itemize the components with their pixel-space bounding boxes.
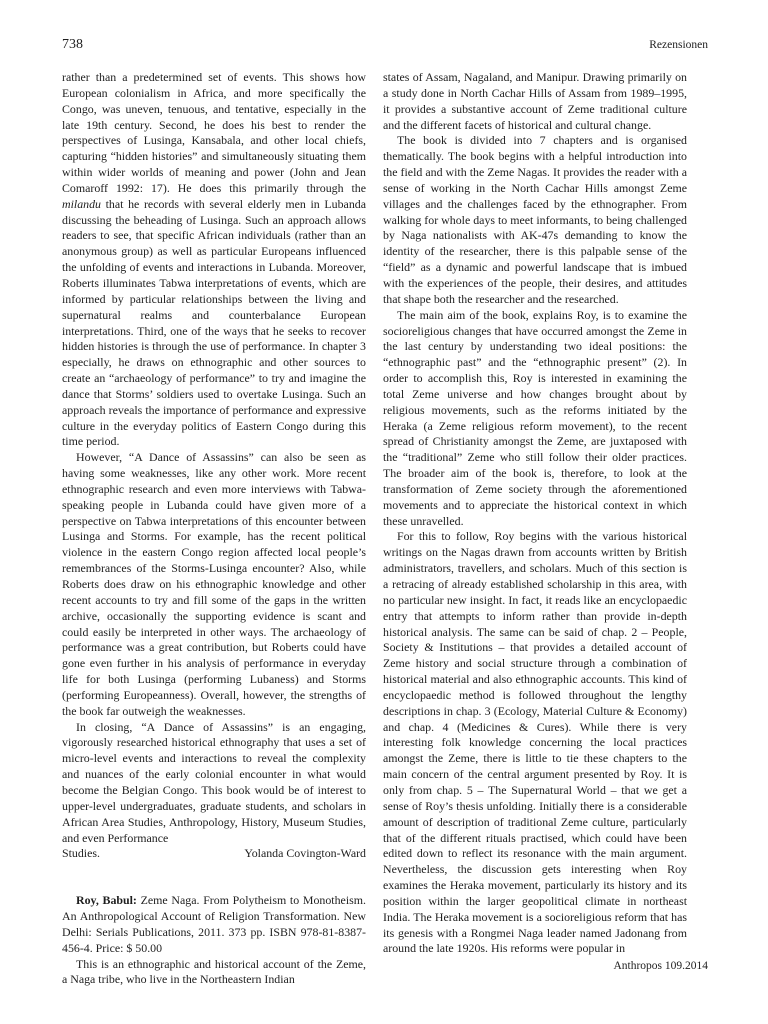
entry-author: Roy, Babul:	[76, 893, 137, 908]
paragraph: The book is divided into 7 chapters and is organised thematically. The book begins with a helpful introduction into the field and with the Zeme Nagas. It provides the reader with a sense of working in the North Cachar Hills amongst Zeme villages and the challenges faced by the ethnographer. From walking for whole days to meet informants, to being challenged by Naga nationalists with AK-47s demanding to know the identity of the researcher, there is this palpable sense of the “field” as a dynamic and powerful landscape that is imbued with the experiences of the people, their desires, and attitudes that shape both the researcher and the researched.	[383, 133, 687, 306]
last-word: Studies.	[62, 846, 100, 861]
paragraph: rather than a predetermined set of events. This shows how European colonialism in Africa, and more specifically the Congo, was uneven, tenuous, and tentative, especially in the late 19th century. Second, he does his best to render the perspectives of Lusinga, Kansabala, and other local chiefs, capturing “hidden histories” and simultaneously situating them within wider worlds of meaning and power (John and Jean Comaroff 1992: 17). He does this primarily through the milandu that he records with several elderly men in Lubanda discussing the beheading of Lusinga. Such an approach allows readers to see, that specific African individuals (rather than an anonymous group) as well as particular Europeans influenced the unfolding of events and interactions in Lubanda. Moreover, Roberts illuminates Tabwa interpretations of events, which are informed by particular relationships between the living and supernatural realms and counterbalance European interpretations. Third, one of the ways that he seeks to recover hidden histories is through the use of performance. In chapter 3 especially, he draws on ethnographic and other sources to create an “archaeology of performance” to try and imagine the dance that Storms’ soldiers used to overtake Lusinga. Such an approach reveals the importance of performance and expressive culture in the everyday politics of Eastern Congo during this time period.	[62, 70, 366, 449]
reviewer-signature: Yolanda Covington-Ward	[244, 846, 366, 861]
paragraph: states of Assam, Nagaland, and Manipur. Drawing primarily on a study done in North Cachar Hills of Assam from 1989–1995, it provides a substantive account of Zeme traditional culture and the different facets of historical and cultural change.	[383, 70, 687, 132]
emphasis: milandu	[62, 196, 101, 211]
journal-footer: Anthropos 109.2014	[613, 960, 708, 972]
right-column	[383, 70, 687, 957]
paragraph: However, “A Dance of Assassins” can also be seen as having some weaknesses, like any other work. More recent ethnographic research and even more interviews with Tabwa-speaking people in Lubanda could have given more of a perspective on Tabwa interpretations of this encounter between Lusinga and Storms. For example, has the recent political violence in the eastern Congo region affected local people’s remembrances of the Storms-Lusinga encounter? Also, while Roberts does draw on his ethnographic knowledge and other recent accounts to try and fill some of the gaps in the written archive, occasionally the supporting evidence is scant and could easily be interpreted in other ways. The archaeology of performance was a great contribution, but Roberts could have gone even further in his analysis of performance in everyday life for both Lusinga (performing Lubaness) and Storms (performing Europeanness). Overall, however, the strengths of the book far outweigh the weaknesses.	[62, 450, 366, 718]
paragraph: In closing, “A Dance of Assassins” is an engaging, vigorously researched historical ethnography that uses a set of micro-level events and interactions to reveal the complexity and nuances of the early colonial encounter in what would become the Belgian Congo. This book would be of interest to upper-level undergraduates, graduate students, and scholars in African Area Studies, Anthropology, History, Museum Studies, and even Performance	[62, 719, 366, 845]
paragraph: The main aim of the book, explains Roy, is to examine the socioreligious changes that have occurred amongst the Zeme in the last century by understanding two ideal positions: the “ethnographic past” and the “ethnographic present” (2). In order to accomplish this, Roy is interested in examining the total Zeme universe and how changes brought about by religious movements, such as the reforms initiated by the Heraka (a Zeme religious reform movement), to the recent spread of Christianity amongst the Zeme, are juxtaposed with the “traditional” Zeme who still follow their older practices. The broader aim of the book is, therefore, to look at the transformation of Zeme society through the aforementioned movements and to appreciate the historical context in which these unravelled.	[383, 307, 687, 528]
entry-citation: Zeme Naga. From Polytheism to Monotheism. An Anthropological Account of Religion Transformation. New Delhi: Serials Publications, 2011. 373 pp. ISBN 978-81-8387-456-4. Price: $ 50.00	[62, 893, 366, 955]
paragraph: For this to follow, Roy begins with the various historical writings on the Nagas drawn from accounts written by British administrators, travellers, and scholars. Much of this section is a retracing of already established scholarship in this area, with no particular new insight. In fact, it reads like an encyclopaedic entry that attempts to inform rather than provide in-depth historical analysis. The same can be said of chap. 2 – People, Society & Institutions – that provides a detailed account of Zeme history and social structure through a combination of historical material and also ethnographic accounts. This kind of encyclopaedic method is followed throughout the lengthy descriptions in chap. 3 (Ecology, Material Culture & Economy) and chap. 4 (Medicines & Cures). While there is very interesting folk knowledge concerning the local practices amongst the Zeme, there is little to tie these chapters to the main concern of the central argument presented by Roy. It is only from chap. 5 – The Supernatural World – that we get a sense of Roy’s thesis unfolding. Initially there is a considerable amount of description of traditional Zeme culture, particularly that of the different rituals practised, which could have been edited down to reflect its resonance with the main argument. Nevertheless, the discussion gets interesting when Roy examines the Heraka movement, particularly its history and its position within the larger geopolitical climate in northeast India. The Heraka movement is a socioreligious reform that has its genesis with a Rongmei Naga leader named Jadonang from around the late 1920s. His reforms were popular in	[383, 529, 687, 956]
book-entry	[62, 893, 366, 956]
paragraph: This is an ethnographic and historical account of the Zeme, a Naga tribe, who live in the Northeastern Indian	[62, 956, 366, 987]
closing-line	[62, 846, 366, 862]
page-number: 738	[62, 37, 83, 52]
left-column	[62, 70, 366, 988]
running-header: Rezensionen	[649, 39, 708, 51]
